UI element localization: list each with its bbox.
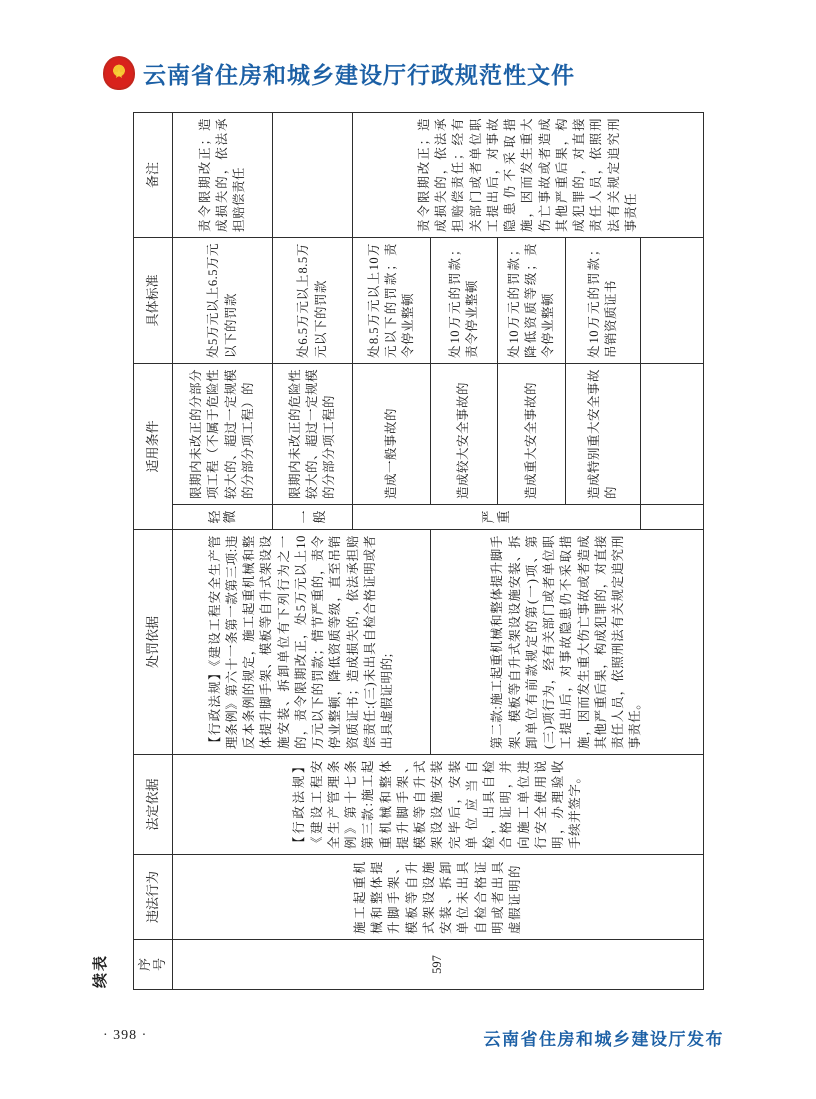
penalty-basis-cell-second: 第二款:施工起重机械和整体提升脚手架、模板等自升式架设设施安装、拆卸单位有前款规定的第(一)项、第(三)项行为，经有关部门或者单位职工提出后，对事故隐患仍不采取措施，因而发生重大伤亡事故或者造成其他严重后果，构成犯罪的，对直接责任人员，依照刑法有关规定追究刑事责任。 <box>431 530 704 755</box>
national-emblem-icon <box>103 56 135 90</box>
severity-cell-empty <box>641 505 704 530</box>
document-title: 云南省住房和城乡建设厅行政规范性文件 <box>143 62 575 88</box>
continued-table-label: 续表 <box>93 953 109 988</box>
rotated-table-block <box>93 113 703 990</box>
standard-cell-6: 处10万元的罚款；吊销资质证书 <box>566 237 641 363</box>
violation-cell: 施工起重机械和整体提升脚手架、模板等自升式架设设施安装、拆卸单位未出具自检合格证明或者出具虚假证明的 <box>173 855 704 940</box>
severity-label-serious: 严重 <box>353 505 641 530</box>
page-number: · 398 · <box>103 1028 148 1043</box>
condition-cell-6: 造成特别重大安全事故的 <box>566 363 641 504</box>
header-violation: 违法行为 <box>134 855 173 940</box>
header-penalty-basis: 处罚依据 <box>134 530 173 755</box>
remark-cell-general-empty <box>273 112 353 237</box>
header-standard: 具体标准 <box>134 237 173 363</box>
condition-cell-1: 限期内未改正的分部分项工程（不属于危险性较大的、超过一定规模的分部分项工程）的 <box>173 363 273 504</box>
remark-cell-serious: 责令限期改正；造成损失的，依法承担赔偿责任；经有关部门或者单位职工提出后，对事故隐患仍不采取措施，因而发生重大伤亡事故或者造成其他严重后果，构成犯罪的，对直接责任人员，依照刑法有关规定追究刑事责任 <box>353 112 704 237</box>
table-header-row <box>134 112 173 989</box>
standard-cell-3: 处8.5万元以上10万元以下的罚款；责令停业整顿 <box>353 237 431 363</box>
header-legal-basis: 法定依据 <box>134 755 173 855</box>
standard-cell-5: 处10万元的罚款；降低资质等级；责令停业整顿 <box>498 237 566 363</box>
header-serial: 序号 <box>134 940 173 990</box>
serial-cell: 597 <box>173 940 704 990</box>
severity-label-general: 一般 <box>273 505 353 530</box>
penalty-basis-cell-first: 【行政法规】《建设工程安全生产管理条例》第六十一条第一款第三项:违反本条例的规定，施工起重机械和整体提升脚手架、模板等自升式架设设施安装、拆卸单位有下列行为之一的，责令限期改正，处5万元以上10万元以下的罚款；情节严重的，责令停业整顿，降低资质等级，直至吊销资质证书；造成损失的，依法承担赔偿责任:(三)未出具自检合格证明或者出具虚假证明的; <box>173 530 431 755</box>
condition-cell-3: 造成一般事故的 <box>353 363 431 504</box>
standard-cell-2: 处6.5万元以上8.5万元以下的罚款 <box>273 237 353 363</box>
row-minor <box>173 112 273 989</box>
condition-cell-2: 限期内未改正的危险性较大的、超过一定规模的分部分项工程的 <box>273 363 353 504</box>
penalty-discretion-table <box>133 112 704 990</box>
document-header <box>103 52 723 94</box>
condition-cell-empty <box>641 363 704 504</box>
legal-basis-cell: 【行政法规】《建设工程安全生产管理条例》第十七条第三款:施工起重机械和整体提升脚手架、模板等自升式架设设施安装完毕后，安装单位应当自检，出具自检合格证明，并向施工单位进行安全使用说明，办理验收手续并签字。 <box>173 755 704 855</box>
emblem-star-icon: ★ <box>113 65 125 81</box>
standard-cell-4: 处10万元的罚款；责令停业整顿 <box>431 237 498 363</box>
severity-label-minor: 轻微 <box>173 505 273 530</box>
condition-cell-5: 造成重大安全事故的 <box>498 363 566 504</box>
publisher-line: 云南省住房和城乡建设厅发布 <box>483 1030 724 1049</box>
standard-cell-1: 处5万元以上6.5万元以下的罚款 <box>173 237 273 363</box>
header-remark: 备注 <box>134 112 173 237</box>
header-condition: 适用条件 <box>134 363 173 529</box>
remark-cell-minor: 责令限期改正；造成损失的，依法承担赔偿责任 <box>173 112 273 237</box>
condition-cell-4: 造成较大安全事故的 <box>431 363 498 504</box>
standard-cell-empty <box>641 237 704 363</box>
